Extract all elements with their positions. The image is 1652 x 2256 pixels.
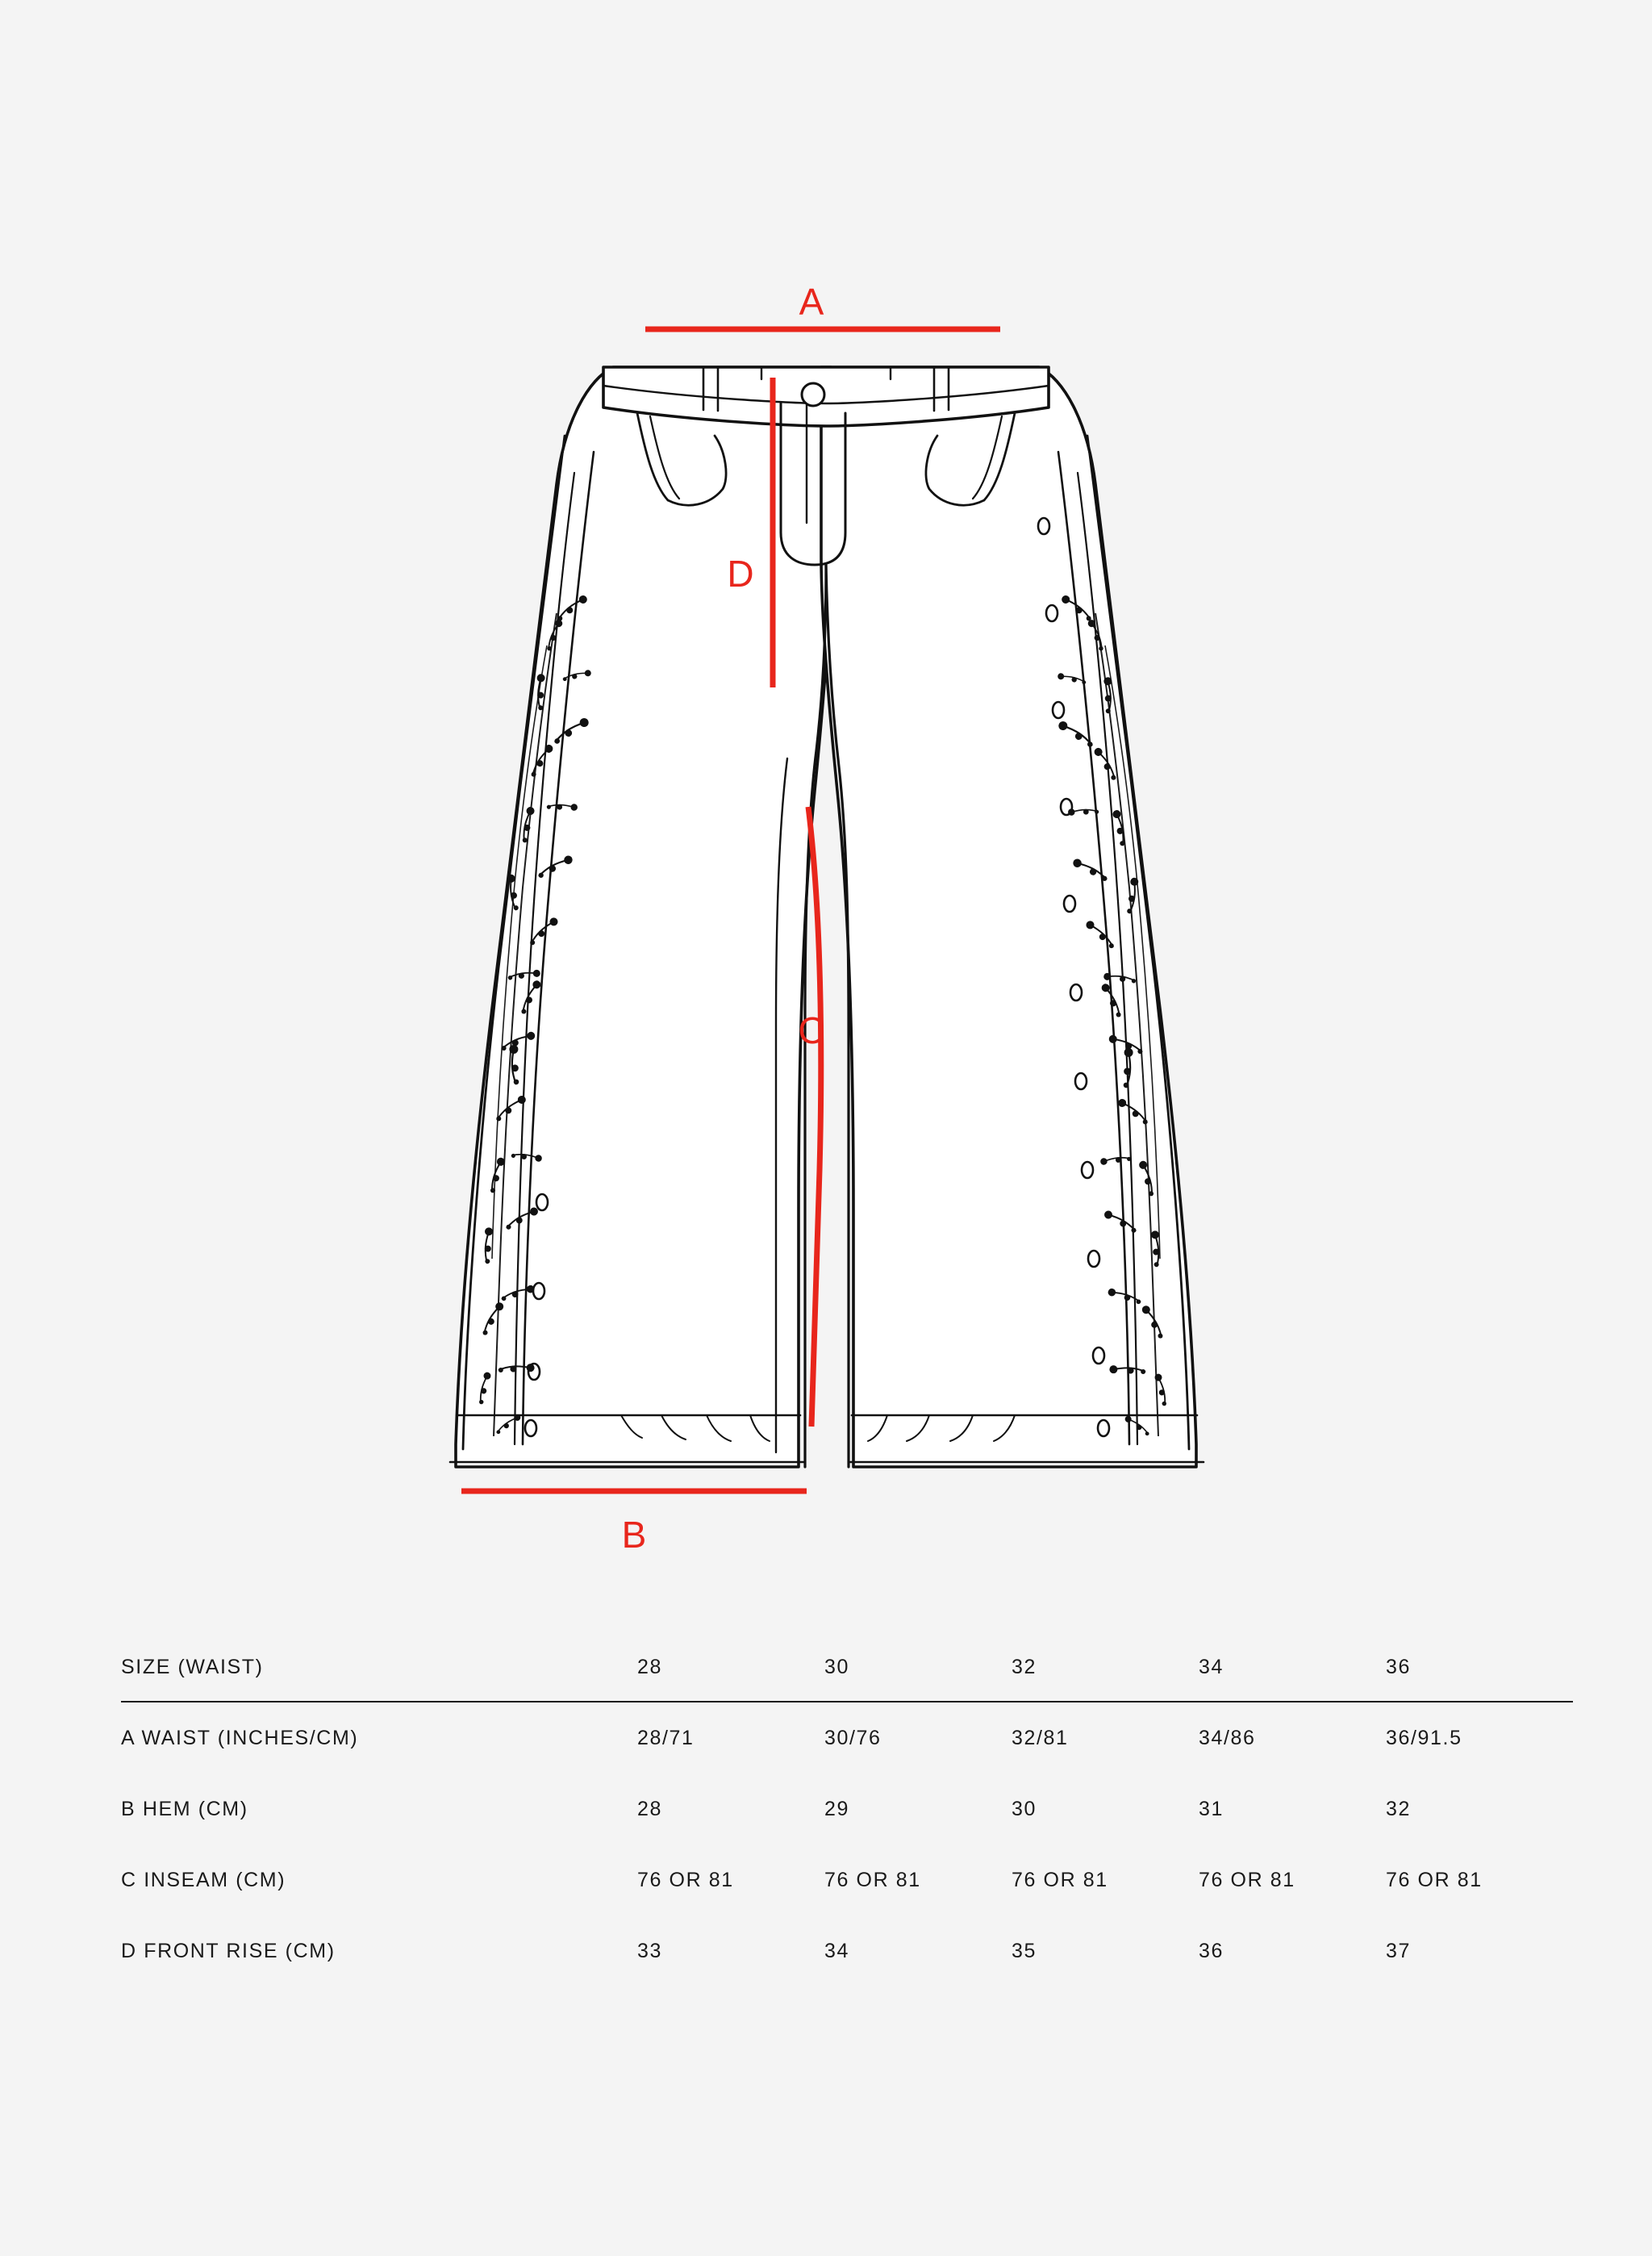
cell-hem-36: 32 bbox=[1386, 1797, 1412, 1820]
cell-hem-28: 28 bbox=[637, 1797, 663, 1820]
cell-rise-36: 37 bbox=[1386, 1939, 1412, 1962]
measure-line-c bbox=[808, 807, 821, 1427]
header-size-label: SIZE (WAIST) bbox=[121, 1655, 264, 1678]
row-label-front-rise: D FRONT RISE (CM) bbox=[121, 1939, 336, 1962]
cell-inseam-28: 76 OR 81 bbox=[637, 1868, 734, 1891]
cell-rise-34: 36 bbox=[1199, 1939, 1224, 1962]
table-row bbox=[121, 1702, 1573, 1773]
cell-rise-32: 35 bbox=[1012, 1939, 1037, 1962]
table-row bbox=[121, 1773, 1573, 1844]
cell-waist-28: 28/71 bbox=[637, 1726, 695, 1749]
header-size-2: 32 bbox=[1012, 1655, 1037, 1678]
table-header-row bbox=[121, 1638, 1573, 1702]
row-label-hem: B HEM (CM) bbox=[121, 1797, 248, 1820]
cell-hem-34: 31 bbox=[1199, 1797, 1224, 1820]
cell-waist-32: 32/81 bbox=[1012, 1726, 1069, 1749]
cell-waist-36: 36/91.5 bbox=[1386, 1726, 1462, 1749]
marker-label-d: D bbox=[727, 553, 754, 595]
cell-waist-34: 34/86 bbox=[1199, 1726, 1256, 1749]
row-label-waist: A WAIST (INCHES/CM) bbox=[121, 1726, 359, 1749]
cell-hem-32: 30 bbox=[1012, 1797, 1037, 1820]
cell-hem-30: 29 bbox=[824, 1797, 850, 1820]
marker-label-b: B bbox=[621, 1514, 647, 1556]
cell-rise-28: 33 bbox=[637, 1939, 663, 1962]
cell-rise-30: 34 bbox=[824, 1939, 850, 1962]
header-size-3: 34 bbox=[1199, 1655, 1224, 1678]
cell-inseam-32: 76 OR 81 bbox=[1012, 1868, 1108, 1891]
table-row bbox=[121, 1916, 1573, 1987]
header-size-4: 36 bbox=[1386, 1655, 1412, 1678]
marker-label-c: C bbox=[798, 1009, 825, 1051]
cell-inseam-34: 76 OR 81 bbox=[1199, 1868, 1295, 1891]
size-chart bbox=[121, 1638, 1492, 1987]
row-label-inseam: C INSEAM (CM) bbox=[121, 1868, 286, 1891]
header-size-0: 28 bbox=[637, 1655, 663, 1678]
marker-label-a: A bbox=[799, 281, 824, 323]
cell-inseam-36: 76 OR 81 bbox=[1386, 1868, 1483, 1891]
cell-waist-30: 30/76 bbox=[824, 1726, 882, 1749]
cell-inseam-30: 76 OR 81 bbox=[824, 1868, 921, 1891]
table-row bbox=[121, 1844, 1573, 1916]
size-table bbox=[121, 1638, 1573, 1987]
header-size-1: 30 bbox=[824, 1655, 850, 1678]
